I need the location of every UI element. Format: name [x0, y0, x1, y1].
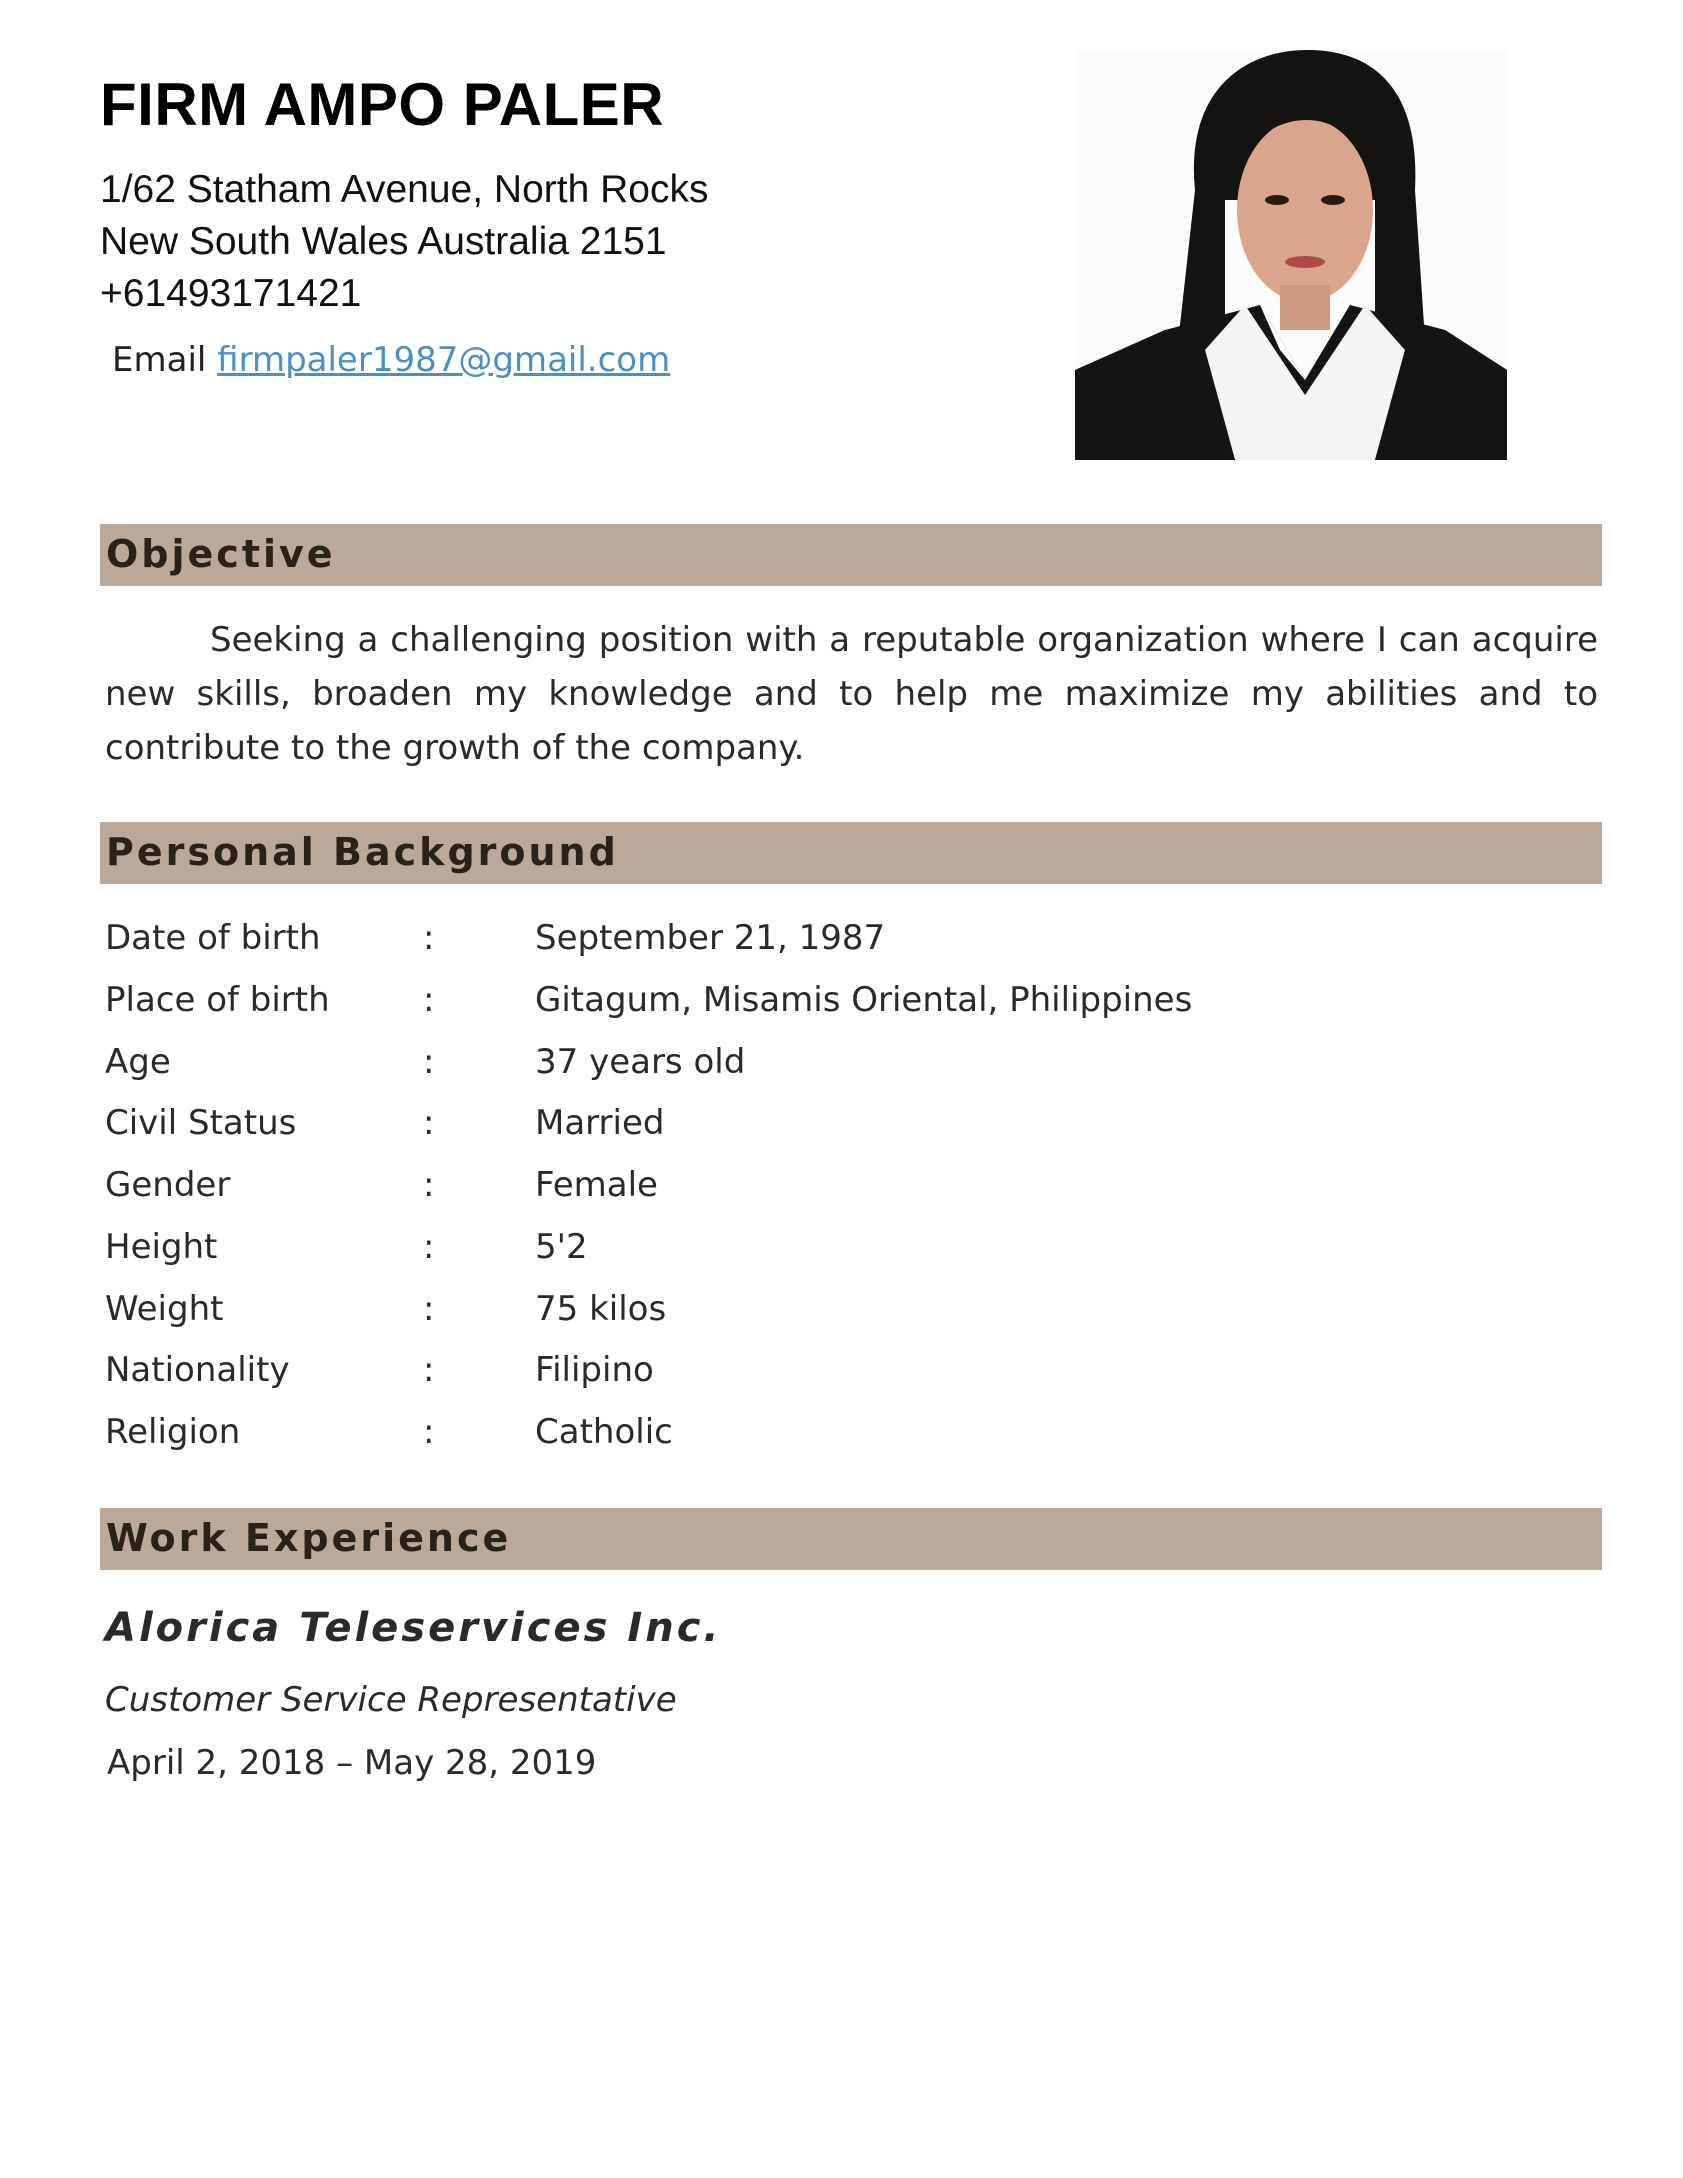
- objective-heading: Objective: [106, 532, 336, 576]
- pb-colon: :: [423, 980, 435, 1020]
- pb-colon: :: [423, 918, 435, 958]
- pb-value: Gitagum, Misamis Oriental, Philippines: [535, 980, 1193, 1020]
- pb-value: 5'2: [535, 1227, 588, 1267]
- pb-colon: :: [423, 1103, 435, 1143]
- objective-section-bar: [100, 524, 1602, 586]
- pb-value: 75 kilos: [535, 1289, 667, 1329]
- pb-value: Catholic: [535, 1412, 673, 1452]
- pb-value: 37 years old: [535, 1042, 746, 1082]
- pb-label: Place of birth: [105, 980, 330, 1020]
- personal-background-section-bar: [100, 822, 1602, 884]
- pb-colon: :: [423, 1350, 435, 1390]
- pb-label: Nationality: [105, 1350, 290, 1390]
- pb-value: Female: [535, 1165, 658, 1205]
- pb-value: Married: [535, 1103, 665, 1143]
- pb-label: Age: [105, 1042, 171, 1082]
- objective-text: Seeking a challenging position with a reputable organization where I can acquire new skills, broaden my knowledge and to help me maximize my abilities and to contribute to the growth of the company.: [105, 620, 1598, 768]
- employment-dates: April 2, 2018 – May 28, 2019: [107, 1743, 597, 1783]
- pb-label: Religion: [105, 1412, 241, 1452]
- work-experience-section-bar: [100, 1508, 1602, 1570]
- pb-colon: :: [423, 1165, 435, 1205]
- pb-value: September 21, 1987: [535, 918, 886, 958]
- address-line-1: 1/62 Statham Avenue, North Rocks: [100, 168, 709, 211]
- pb-colon: :: [423, 1227, 435, 1267]
- address-line-2: New South Wales Australia 2151: [100, 220, 667, 263]
- email-row: [112, 340, 670, 380]
- email-link[interactable]: firmpaler1987@gmail.com: [217, 340, 671, 380]
- personal-background-heading: Personal Background: [106, 830, 619, 874]
- pb-colon: :: [423, 1289, 435, 1329]
- pb-colon: :: [423, 1042, 435, 1082]
- pb-label: Height: [105, 1227, 218, 1267]
- pb-colon: :: [423, 1412, 435, 1452]
- company-name: Alorica Teleservices Inc.: [105, 1605, 722, 1651]
- pb-label: Date of birth: [105, 918, 321, 958]
- pb-label: Gender: [105, 1165, 231, 1205]
- pb-value: Filipino: [535, 1350, 654, 1390]
- email-label: Email: [112, 340, 207, 380]
- work-experience-heading: Work Experience: [106, 1516, 512, 1560]
- profile-photo: [1075, 50, 1507, 460]
- job-position: Customer Service Representative: [105, 1680, 677, 1720]
- phone-number: +61493171421: [100, 272, 362, 315]
- pb-label: Civil Status: [105, 1103, 297, 1143]
- applicant-name: FIRM AMPO PALER: [100, 71, 665, 138]
- pb-label: Weight: [105, 1289, 224, 1329]
